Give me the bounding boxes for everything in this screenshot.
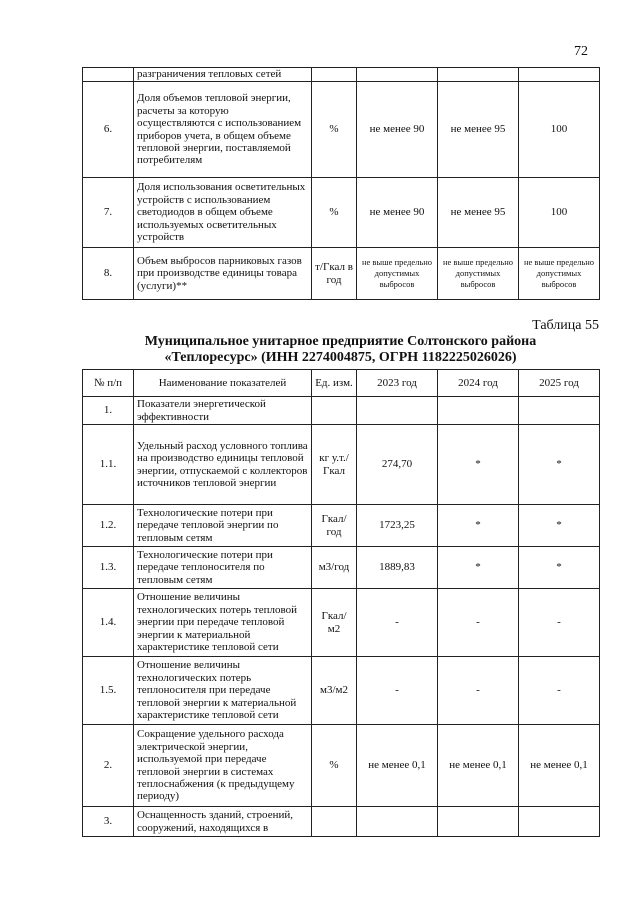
row-number: 1.3. xyxy=(83,547,134,589)
organization-title-line1: Муниципальное унитарное предприятие Солтонского района xyxy=(144,334,537,349)
unit-cell: м3/м2 xyxy=(312,657,357,725)
indicator-name: Объем выбросов парниковых газов при производстве единицы товара (услуги)** xyxy=(134,248,312,300)
indicator-name: Доля объемов тепловой энергии, расчеты за которую осуществляются с использованием приборов учета, в общем объеме тепловой энергии, поставляемой потребителям xyxy=(134,82,312,178)
value-2025: * xyxy=(519,425,600,505)
value-2023: 1889,83 xyxy=(357,547,438,589)
value-2023 xyxy=(357,397,438,425)
value-2025: - xyxy=(519,657,600,725)
value-2024: не выше предельно допустимых выбросов xyxy=(438,248,519,300)
unit-cell xyxy=(312,68,357,82)
header-num: № п/п xyxy=(83,370,134,397)
table-row xyxy=(83,425,600,505)
row-number: 3. xyxy=(83,807,134,837)
value-2023 xyxy=(357,807,438,837)
header-unit: Ед. изм. xyxy=(312,370,357,397)
value-2024: не менее 0,1 xyxy=(438,725,519,807)
value-2024: * xyxy=(438,547,519,589)
value-2025 xyxy=(519,68,600,82)
organization-title xyxy=(82,334,599,366)
unit-cell: % xyxy=(312,178,357,248)
value-2025: не выше предельно допустимых выбросов xyxy=(519,248,600,300)
row-number: 8. xyxy=(83,248,134,300)
unit-cell: % xyxy=(312,82,357,178)
value-2024 xyxy=(438,68,519,82)
unit-cell: т/Гкал в год xyxy=(312,248,357,300)
value-2023: не менее 0,1 xyxy=(357,725,438,807)
value-2024: не менее 95 xyxy=(438,178,519,248)
value-2023: - xyxy=(357,657,438,725)
indicator-name: Технологические потери при передаче теплоносителя по тепловым сетям xyxy=(134,547,312,589)
row-number: 1. xyxy=(83,397,134,425)
main-indicators-table xyxy=(82,369,600,837)
value-2025: * xyxy=(519,547,600,589)
unit-cell: кг у.т./ Гкал xyxy=(312,425,357,505)
row-number: 1.2. xyxy=(83,505,134,547)
indicator-name: разграничения тепловых сетей xyxy=(134,68,312,82)
value-2023: - xyxy=(357,589,438,657)
indicator-name: Технологические потери при передаче тепловой энергии по тепловым сетям xyxy=(134,505,312,547)
table-row xyxy=(83,178,600,248)
unit-cell: % xyxy=(312,725,357,807)
indicator-name: Отношение величины технологических потерь тепловой энергии при передаче тепловой энергии к материальной характеристике тепловой сети xyxy=(134,589,312,657)
value-2025 xyxy=(519,397,600,425)
value-2024: не менее 95 xyxy=(438,82,519,178)
value-2025: - xyxy=(519,589,600,657)
row-number: 1.1. xyxy=(83,425,134,505)
value-2025: * xyxy=(519,505,600,547)
header-2023: 2023 год xyxy=(357,370,438,397)
indicator-name: Оснащенность зданий, строений, сооружений, находящихся в xyxy=(134,807,312,837)
top-indicators-table xyxy=(82,67,600,300)
header-2025: 2025 год xyxy=(519,370,600,397)
value-2023: 1723,25 xyxy=(357,505,438,547)
page-number: 72 xyxy=(574,44,588,59)
value-2025: не менее 0,1 xyxy=(519,725,600,807)
indicator-name: Доля использования осветительных устройств с использованием светодиодов в общем объеме используемых осветительных устройств xyxy=(134,178,312,248)
organization-title-line2: «Теплоресурс» (ИНН 2274004875, ОГРН 1182225026026) xyxy=(164,350,517,365)
row-number: 7. xyxy=(83,178,134,248)
table-row xyxy=(83,68,600,82)
value-2024 xyxy=(438,807,519,837)
table-row xyxy=(83,807,600,837)
row-number: 1.5. xyxy=(83,657,134,725)
value-2023: не менее 90 xyxy=(357,82,438,178)
value-2025 xyxy=(519,807,600,837)
indicator-name: Удельный расход условного топлива на производство единицы тепловой энергии, отпускаемой с коллекторов источников тепловой энергии xyxy=(134,425,312,505)
unit-cell: Гкал/ м2 xyxy=(312,589,357,657)
table-row xyxy=(83,589,600,657)
table-row xyxy=(83,505,600,547)
row-number: 6. xyxy=(83,82,134,178)
value-2024: * xyxy=(438,425,519,505)
value-2024 xyxy=(438,397,519,425)
indicator-name: Отношение величины технологических потерь теплоносителя при передаче тепловой энергии к материальной характеристике тепловой сети xyxy=(134,657,312,725)
header-2024: 2024 год xyxy=(438,370,519,397)
indicator-name: Сокращение удельного расхода электрической энергии, используемой при передаче тепловой энергии в системах теплоснабжения (к предыдущему периоду) xyxy=(134,725,312,807)
table-row xyxy=(83,248,600,300)
unit-cell xyxy=(312,807,357,837)
table-row xyxy=(83,725,600,807)
table-row xyxy=(83,657,600,725)
value-2024: * xyxy=(438,505,519,547)
unit-cell: Гкал/ год xyxy=(312,505,357,547)
value-2025: 100 xyxy=(519,178,600,248)
table-header-row xyxy=(83,370,600,397)
unit-cell xyxy=(312,397,357,425)
value-2023: 274,70 xyxy=(357,425,438,505)
table-row xyxy=(83,82,600,178)
row-number xyxy=(83,68,134,82)
row-number: 1.4. xyxy=(83,589,134,657)
indicator-name: Показатели энергетической эффективности xyxy=(134,397,312,425)
unit-cell: м3/год xyxy=(312,547,357,589)
table-row xyxy=(83,547,600,589)
table-row xyxy=(83,397,600,425)
value-2025: 100 xyxy=(519,82,600,178)
value-2023 xyxy=(357,68,438,82)
value-2023: не менее 90 xyxy=(357,178,438,248)
row-number: 2. xyxy=(83,725,134,807)
table-caption: Таблица 55 xyxy=(532,318,599,333)
value-2024: - xyxy=(438,657,519,725)
value-2023: не выше предельно допустимых выбросов xyxy=(357,248,438,300)
header-name: Наименование показателей xyxy=(134,370,312,397)
value-2024: - xyxy=(438,589,519,657)
